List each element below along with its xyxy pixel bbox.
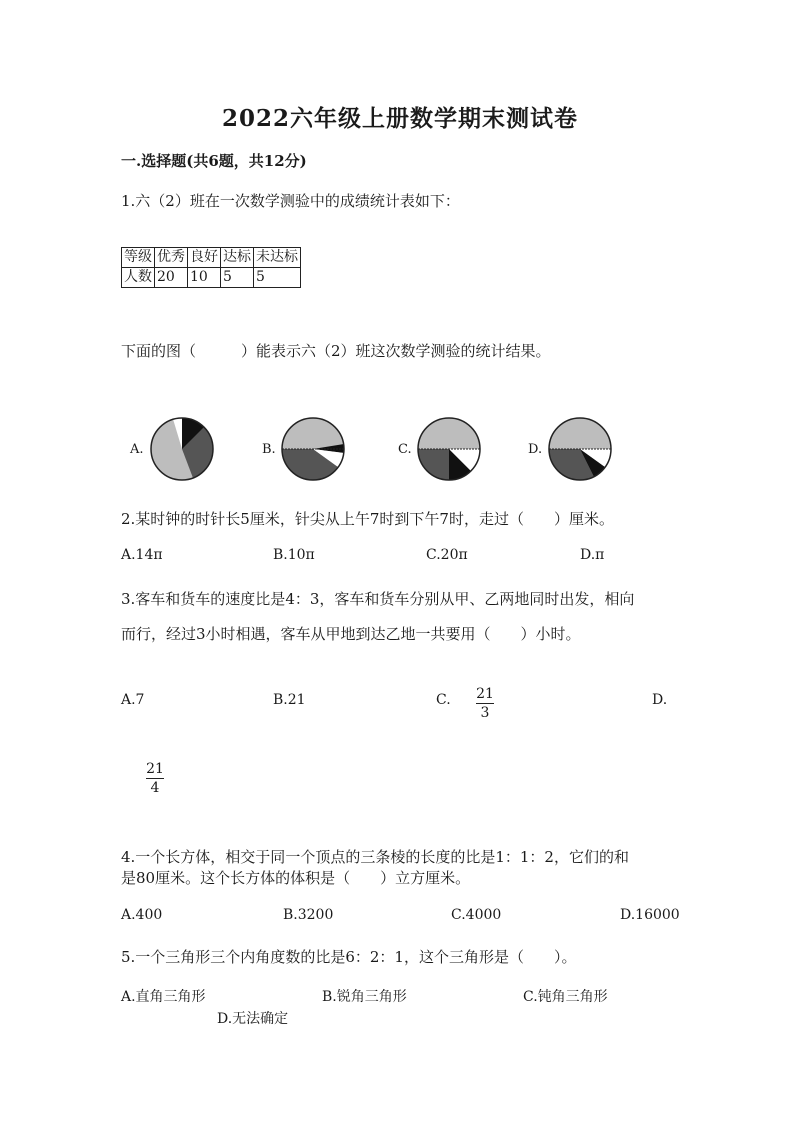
q5-option-a: A.直角三角形: [121, 989, 206, 1005]
pie-chart-d: [547, 416, 613, 482]
fraction-denominator: 4: [150, 780, 160, 796]
q5-option-c: C.钝角三角形: [523, 989, 608, 1005]
section-heading: 一.选择题(共6题，共12分): [121, 152, 307, 170]
q3-option-b: B.21: [273, 692, 306, 708]
table-cell: 人数: [122, 268, 155, 288]
fraction-bar: [146, 778, 164, 779]
fraction-bar: [476, 703, 494, 704]
table-cell: 5: [221, 268, 254, 288]
q5-option-b: B.锐角三角形: [322, 989, 407, 1005]
table-cell: 20: [155, 268, 188, 288]
q4-stem-line1: 4.一个长方体，相交于同一个顶点的三条棱的长度的比是1：1：2，它们的和: [121, 848, 629, 866]
page-title: 2022六年级上册数学期末测试卷: [221, 105, 578, 132]
table-cell: 达标: [221, 248, 254, 268]
q3-fraction-c: [476, 686, 494, 721]
table-cell: 未达标: [254, 248, 301, 268]
option-c-label: C.: [398, 442, 412, 457]
q4-stem-line2: 是80厘米。这个长方体的体积是（ ）立方厘米。: [121, 869, 471, 887]
table-cell: 10: [188, 268, 221, 288]
q4-option-c: C.4000: [451, 907, 502, 923]
q2-option-d: D.π: [580, 547, 605, 563]
q2-option-b: B.10π: [273, 547, 315, 563]
option-a-label: A.: [130, 442, 144, 457]
q5-option-d: D.无法确定: [217, 1011, 289, 1027]
pie-chart-b: [280, 416, 346, 482]
pie-chart-c: [416, 416, 482, 482]
q1-prompt: 下面的图（ ）能表示六（2）班这次数学测验的统计结果。: [121, 342, 551, 360]
q3-stem-line2: 而行，经过3小时相遇，客车从甲地到达乙地一共要用（ ）小时。: [121, 625, 581, 643]
table-cell: 优秀: [155, 248, 188, 268]
option-d-label: D.: [528, 442, 543, 457]
fraction-numerator: 21: [146, 761, 164, 777]
q3-option-c: C.: [436, 692, 451, 708]
table-header-row: [122, 248, 301, 268]
q2-stem: 2.某时钟的时针长5厘米，针尖从上午7时到下午7时，走过（ ）厘米。: [121, 510, 614, 528]
q4-option-a: A.400: [121, 907, 163, 923]
table-cell: 良好: [188, 248, 221, 268]
q4-option-d: D.16000: [620, 907, 680, 923]
q3-stem-line1: 3.客车和货车的速度比是4：3，客车和货车分别从甲、乙两地同时出发，相向: [121, 590, 635, 608]
q5-stem: 5.一个三角形三个内角度数的比是6：2：1，这个三角形是（ ）。: [121, 948, 577, 966]
pie-chart-a: [149, 416, 215, 482]
table-cell: 等级: [122, 248, 155, 268]
option-b-label: B.: [262, 442, 276, 457]
q2-option-c: C.20π: [426, 547, 468, 563]
table-cell: 5: [254, 268, 301, 288]
score-table: [121, 247, 301, 288]
q4-option-b: B.3200: [283, 907, 334, 923]
fraction-denominator: 3: [480, 705, 490, 721]
q3-option-d: D.: [652, 692, 668, 708]
q1-stem: 1.六（2）班在一次数学测验中的成绩统计表如下：: [121, 192, 460, 210]
q3-option-a: A.7: [121, 692, 145, 708]
q2-option-a: A.14π: [121, 547, 163, 563]
q3-fraction-d: [146, 761, 164, 796]
table-row: [122, 268, 301, 288]
fraction-numerator: 21: [476, 686, 494, 702]
